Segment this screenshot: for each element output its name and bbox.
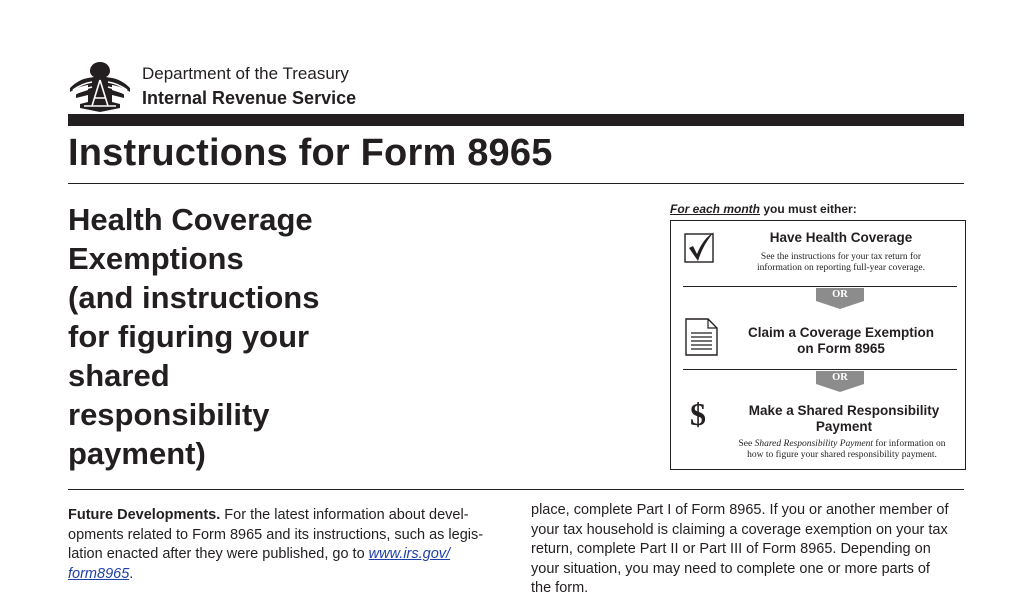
option-have-coverage-note [736,252,946,274]
down-arrow-icon [816,301,864,309]
irs-form8965-link[interactable]: form8965 [68,565,130,582]
title-line: Make a Shared Responsibility [748,403,940,418]
note-line: information on reporting full-year coverage. [756,263,926,273]
subtitle-line: payment) [68,436,206,471]
document-title: Instructions for Form 8965 [68,132,553,174]
option-make-payment-title [726,403,962,435]
body-column-left [68,506,508,584]
body-column-right [531,501,971,599]
or-separator: OR [816,371,864,384]
option-make-payment-note [722,439,962,461]
body-line: your tax household is claiming a coverage exemption on your tax [531,521,948,538]
note-line: how to figure your shared responsibility payment. [747,450,937,460]
title-line: Claim a Coverage Exemption [747,325,935,340]
body-line: return, complete Part II or Part III of Form 8965. Depending on [531,541,931,558]
future-developments-label: Future Developments. [68,507,221,523]
note-text: See [738,439,755,449]
subtitle-line: shared [68,358,170,393]
note-line [722,439,962,450]
document-icon [683,318,719,356]
title-line: on Form 8965 [797,341,885,356]
title-line: Payment [815,419,873,434]
checkbox-checked-icon [684,231,716,263]
down-arrow-icon [816,384,864,392]
body-line: opments related to Form 8965 and its instructions, such as legis- [68,526,484,543]
body-line [68,545,508,565]
note-text: for information on [872,439,946,449]
options-box-heading [670,202,857,216]
option-have-coverage-title: Have Health Coverage [769,230,913,245]
note-line: See the instructions for your tax return for [760,252,922,262]
body-line: your situation, you may need to complete one or more parts of [531,560,930,577]
option-divider [683,286,957,287]
body-text: . [129,565,134,582]
subtitle-line: Health Coverage [68,202,313,237]
agency-name: Internal Revenue Service [142,88,357,108]
or-separator: OR [816,288,864,301]
subtitle-line: Exemptions [68,241,244,276]
note-reference: Shared Responsibility Payment [754,439,873,449]
document-subtitle [68,200,408,473]
subtitle-line: for figuring your [68,319,310,354]
dollar-sign-icon: $ [690,396,706,432]
section-divider [68,489,964,490]
heading-emphasis: For each month [670,202,761,216]
heading-text: you must either: [760,202,857,216]
body-line [68,506,508,526]
body-line [68,565,508,585]
subtitle-line: responsibility [68,397,270,432]
option-claim-exemption-title [726,325,956,357]
option-divider [683,369,957,370]
irs-form8965-link[interactable]: www.irs.gov/ [368,546,451,563]
body-text: For the latest information about devel- [220,507,469,523]
title-divider [68,183,964,184]
department-name: Department of the Treasury [142,64,349,83]
irs-eagle-logo [66,60,134,114]
body-text: lation enacted after they were published, go to [68,546,369,563]
body-line: place, complete Part I of Form 8965. If you or another member of [531,502,949,518]
subtitle-line: (and instructions [68,280,320,315]
body-line: the form. [531,580,589,597]
header-rule [68,114,964,126]
